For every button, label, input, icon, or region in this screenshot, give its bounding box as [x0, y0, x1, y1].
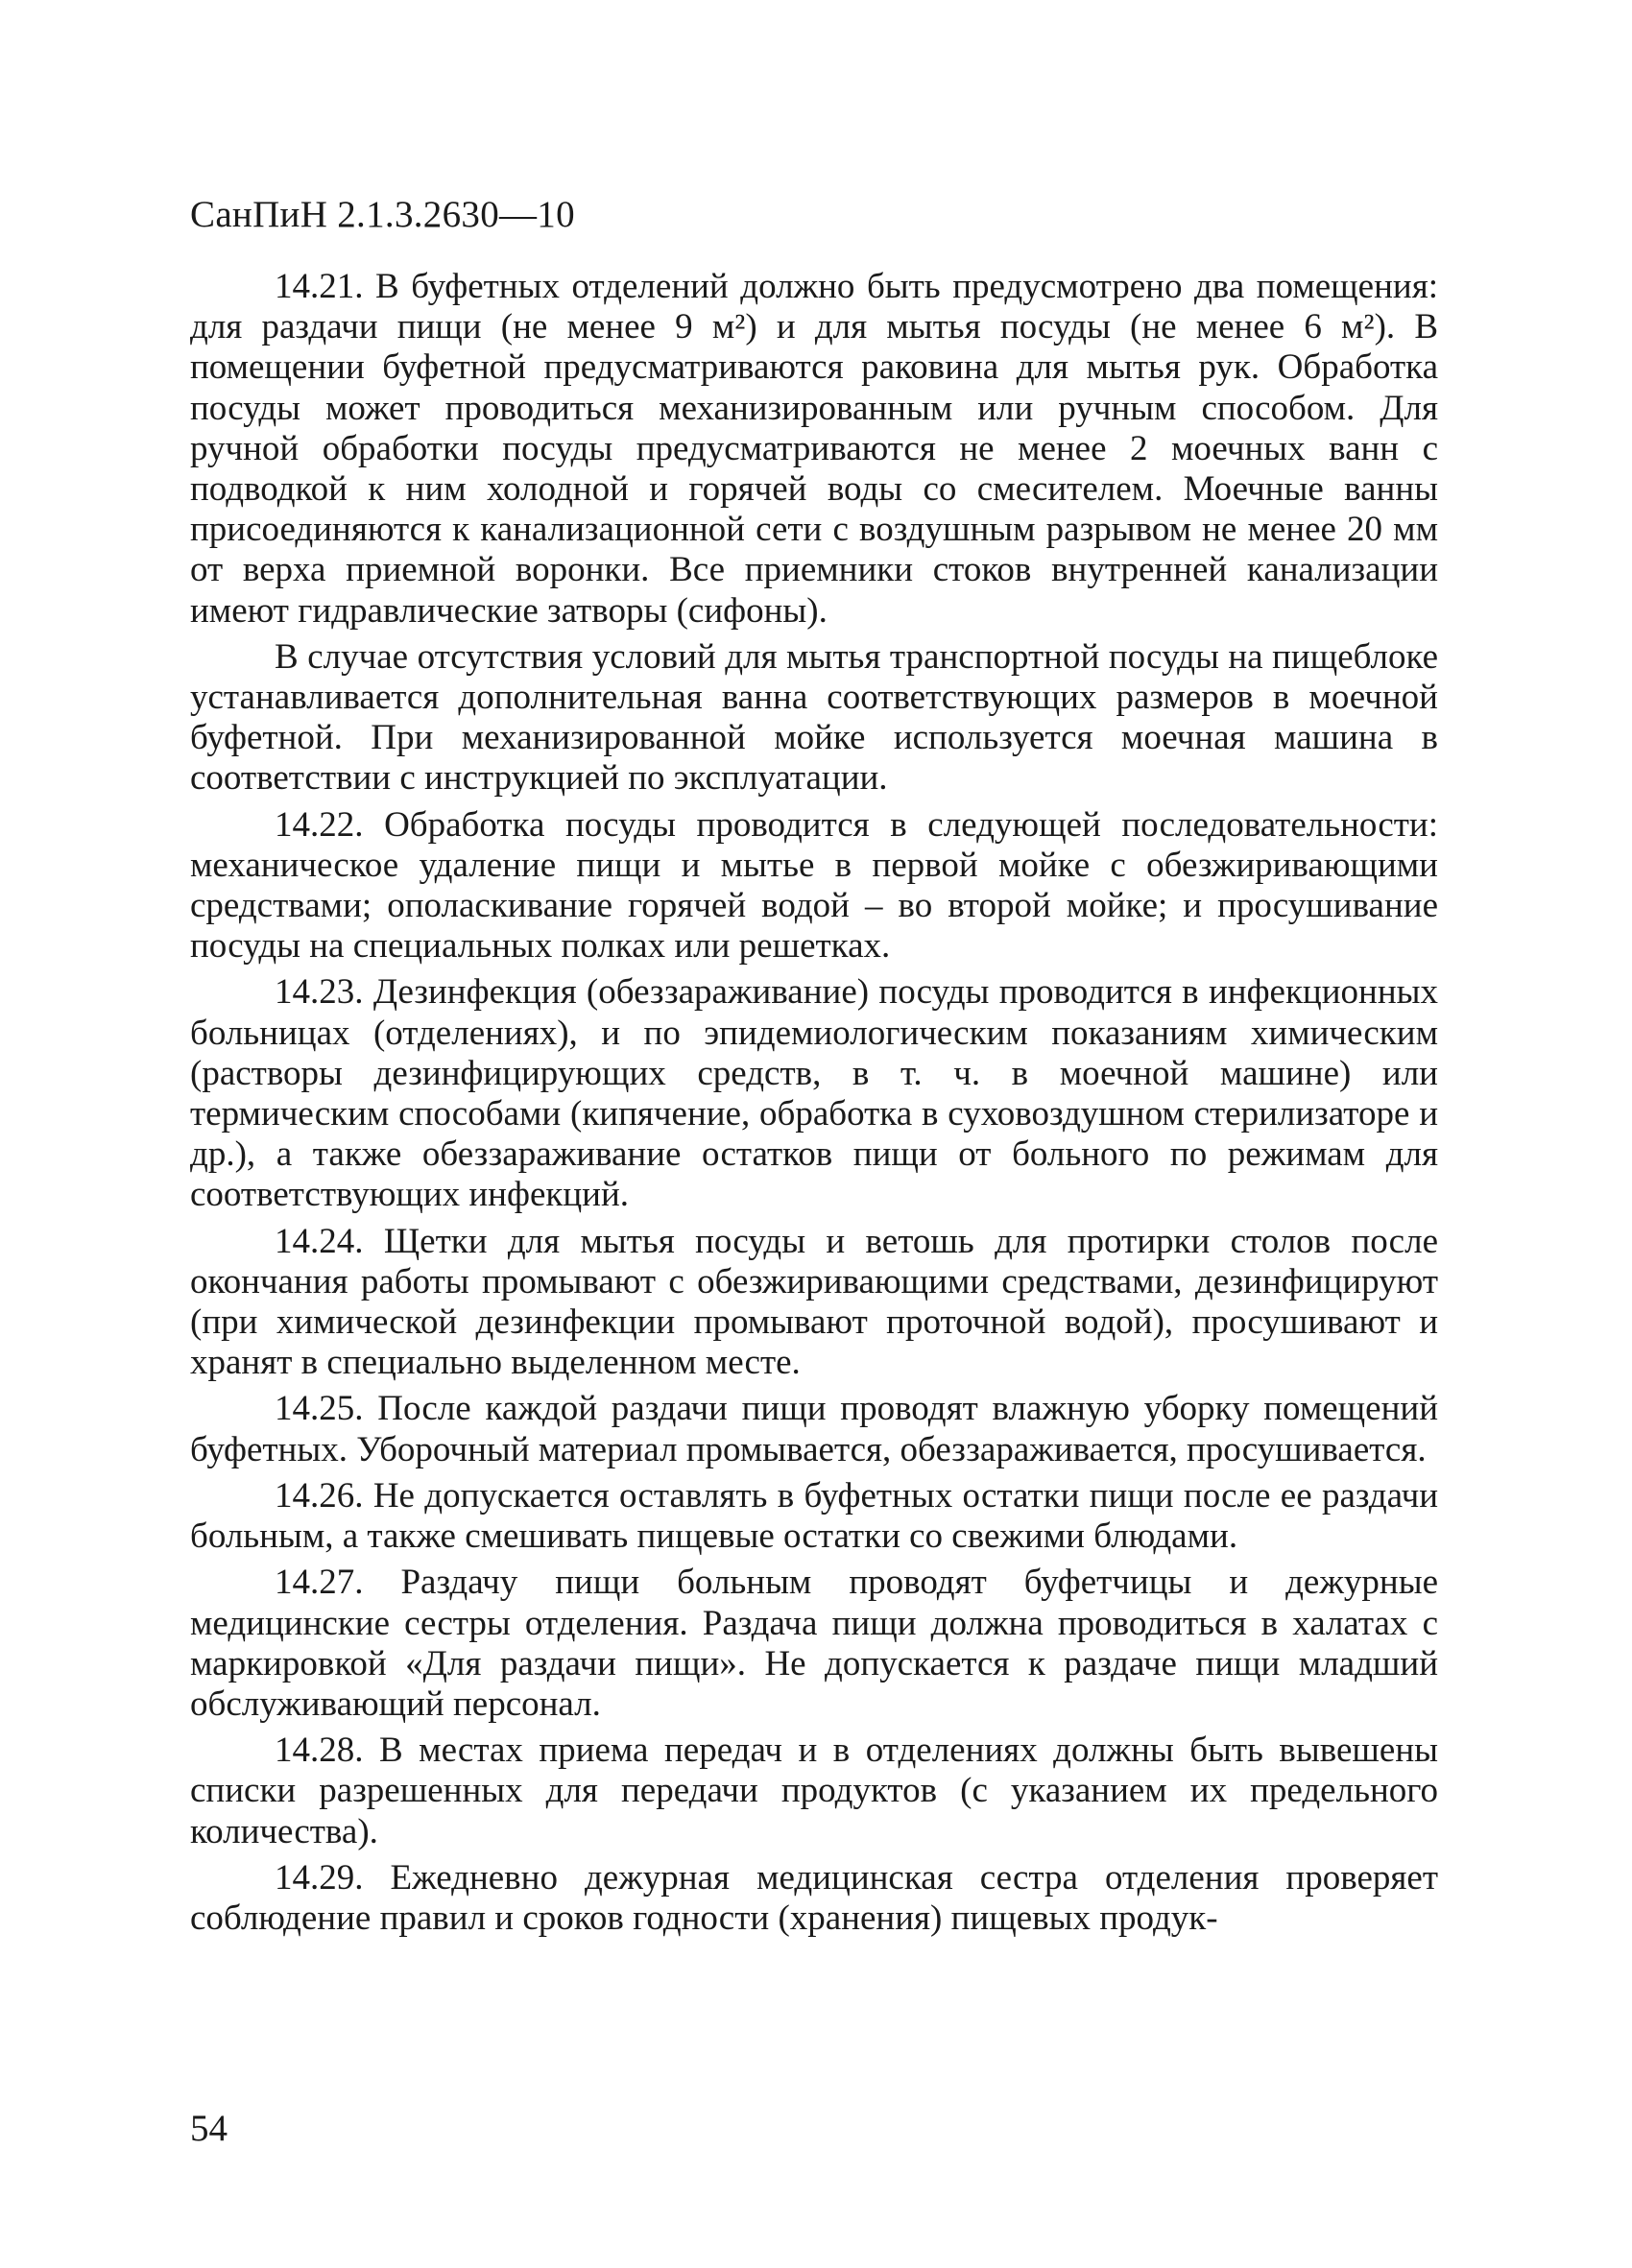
running-header: СанПиН 2.1.3.2630—10	[190, 194, 575, 235]
document-page	[190, 192, 1438, 1945]
paragraph-14-27: 14.27. Раздачу пищи больным проводят буфетчицы и дежурные медицинские сестры отделения. Раздача пищи должна проводиться в халатах с маркировкой «Для раздачи пищи». Не допускается к раздаче пищи младший обслуживающий персонал.	[190, 1563, 1438, 1724]
paragraph-14-21: 14.21. В буфетных отделений должно быть предусмотрено два помещения: для раздачи пищи (не менее 9 м²) и для мытья посуды (не менее 6 м²). В помещении буфетной предусматриваются раковина для мытья рук. Обработка посуды может проводиться механизированным или ручным способом. Для ручной обработки посуды предусматриваются не менее 2 моечных ванн с подводкой к ним холодной и горячей воды со смесителем. Моечные ванны присоединяются к канализационной сети с воздушным разрывом не менее 20 мм от верха приемной воронки. Все приемники стоков внутренней канализации имеют гидравлические затворы (сифоны).	[190, 267, 1438, 631]
paragraph-14-22: 14.22. Обработка посуды проводится в следующей последовательности: механическое удаление пищи и мытье в первой мойке с обезжиривающими средствами; ополаскивание горячей водой – во второй мойке; и просушивание посуды на специальных полках или решетках.	[190, 804, 1438, 967]
paragraph-14-23: 14.23. Дезинфекция (обеззараживание) посуды проводится в инфекционных больницах (отделениях), и по эпидемиологическим показаниям химическим (растворы дезинфицирующих средств, в т. ч. в моечной машине) или термическим способами (кипячение, обработка в суховоздушном стерилизаторе и др.), а также обеззараживание остатков пищи от больного по режимам для соответствующих инфекций.	[190, 972, 1438, 1215]
page-number: 54	[190, 2108, 228, 2149]
paragraph-14-26: 14.26. Не допускается оставлять в буфетных остатки пищи после ее раздачи больным, а также смешивать пищевые остатки со свежими блюдами.	[190, 1475, 1438, 1557]
paragraph-14-28: 14.28. В местах приема передач и в отделениях должны быть вывешены списки разрешенных для передачи продуктов (с указанием их предельного количества).	[190, 1731, 1438, 1851]
body-text	[190, 267, 1438, 1939]
paragraph-14-24: 14.24. Щетки для мытья посуды и ветошь для протирки столов после окончания работы промывают с обезжиривающими средствами, дезинфицируют (при химической дезинфекции промывают проточной водой), просушивают и хранят в специально выделенном месте.	[190, 1221, 1438, 1383]
paragraph-14-25: 14.25. После каждой раздачи пищи проводят влажную уборку помещений буфетных. Уборочный материал промывается, обеззараживается, просушивается.	[190, 1389, 1438, 1469]
paragraph-14-29: 14.29. Ежедневно дежурная медицинская сестра отделения проверяет соблюдение правил и сроков годности (хранения) пищевых продук-	[190, 1857, 1438, 1938]
paragraph-14-21-continued: В случае отсутствия условий для мытья транспортной посуды на пищеблоке устанавливается дополнительная ванна соответствующих размеров в моечной буфетной. При механизированной мойке используется моечная машина в соответствии с инструкцией по эксплуатации.	[190, 636, 1438, 799]
